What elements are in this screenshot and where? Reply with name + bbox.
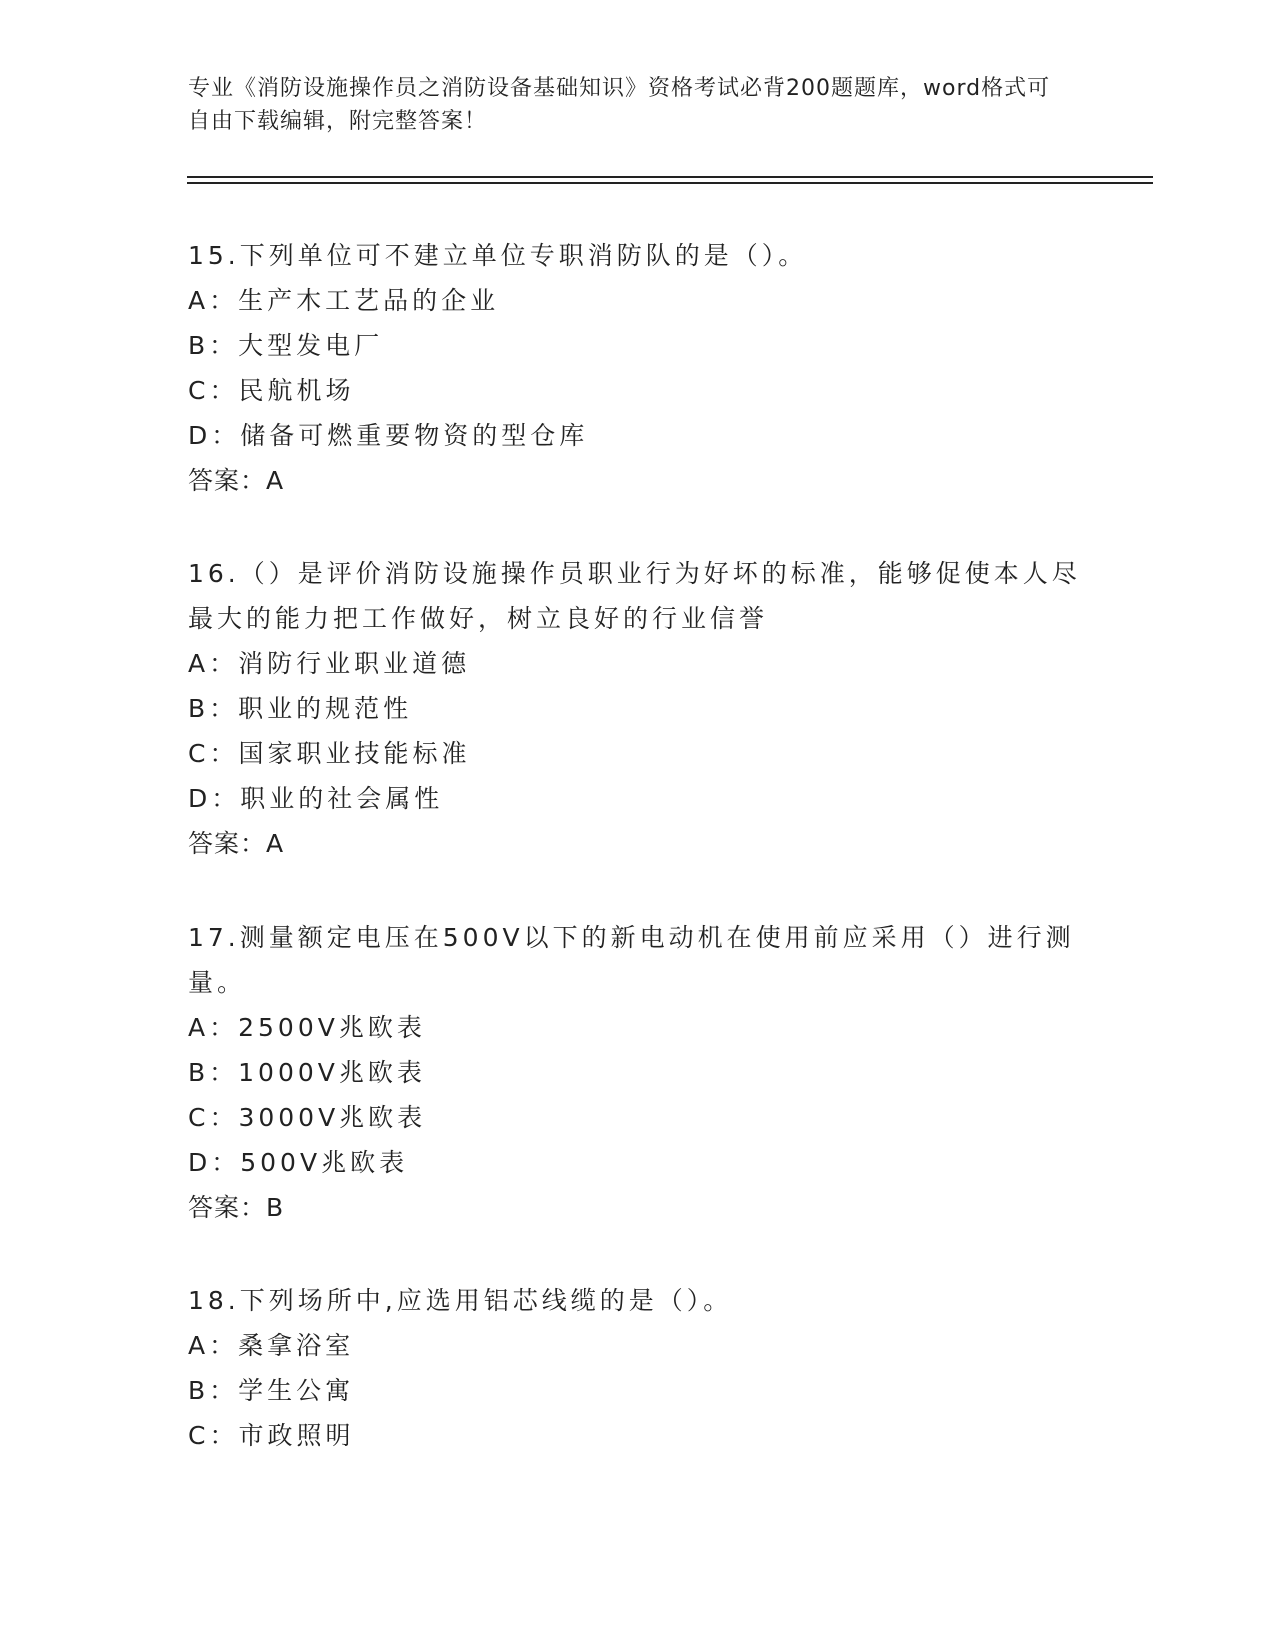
- question-stem: 17.测量额定电压在500V以下的新电动机在使用前应采用（）进行测量。: [188, 923, 1075, 997]
- option-c: C：3000V兆欧表: [188, 1103, 427, 1132]
- question-stem: 16.（）是评价消防设施操作员职业行为好坏的标准，能够促使本人尽最大的能力把工作做好，树立良好的行业信誉: [188, 559, 1081, 633]
- header-rule-top: [187, 176, 1153, 178]
- option-a: A：2500V兆欧表: [188, 1013, 426, 1042]
- answer: 答案：A: [188, 466, 285, 495]
- question-18: [188, 1278, 1088, 1458]
- option-a: A：桑拿浴室: [188, 1331, 355, 1360]
- document-header: 专业《消防设施操作员之消防设备基础知识》资格考试必背200题题库，word格式可自由下载编辑，附完整答案！: [188, 76, 1051, 134]
- option-c: C：国家职业技能标准: [188, 739, 471, 768]
- option-b: B：1000V兆欧表: [188, 1058, 426, 1087]
- option-b: B：大型发电厂: [188, 331, 384, 360]
- option-b: B：学生公寓: [188, 1376, 355, 1405]
- question-stem: 15.下列单位可不建立单位专职消防队的是（）。: [188, 241, 808, 270]
- option-b: B：职业的规范性: [188, 694, 413, 723]
- option-c: C：民航机场: [188, 376, 355, 405]
- header-rule-bottom: [187, 182, 1153, 184]
- option-d: D：500V兆欧表: [188, 1148, 409, 1177]
- option-d: D：职业的社会属性: [188, 784, 444, 813]
- option-a: A：生产木工艺品的企业: [188, 286, 500, 315]
- option-c: C：市政照明: [188, 1421, 355, 1450]
- option-a: A：消防行业职业道德: [188, 649, 471, 678]
- answer: 答案：B: [188, 1193, 285, 1222]
- question-15: [188, 233, 1088, 503]
- question-17: [188, 915, 1088, 1230]
- option-d: D：储备可燃重要物资的型仓库: [188, 421, 589, 450]
- question-16: [188, 551, 1088, 866]
- answer: 答案：A: [188, 829, 285, 858]
- question-stem: 18.下列场所中,应选用铝芯线缆的是（）。: [188, 1286, 733, 1315]
